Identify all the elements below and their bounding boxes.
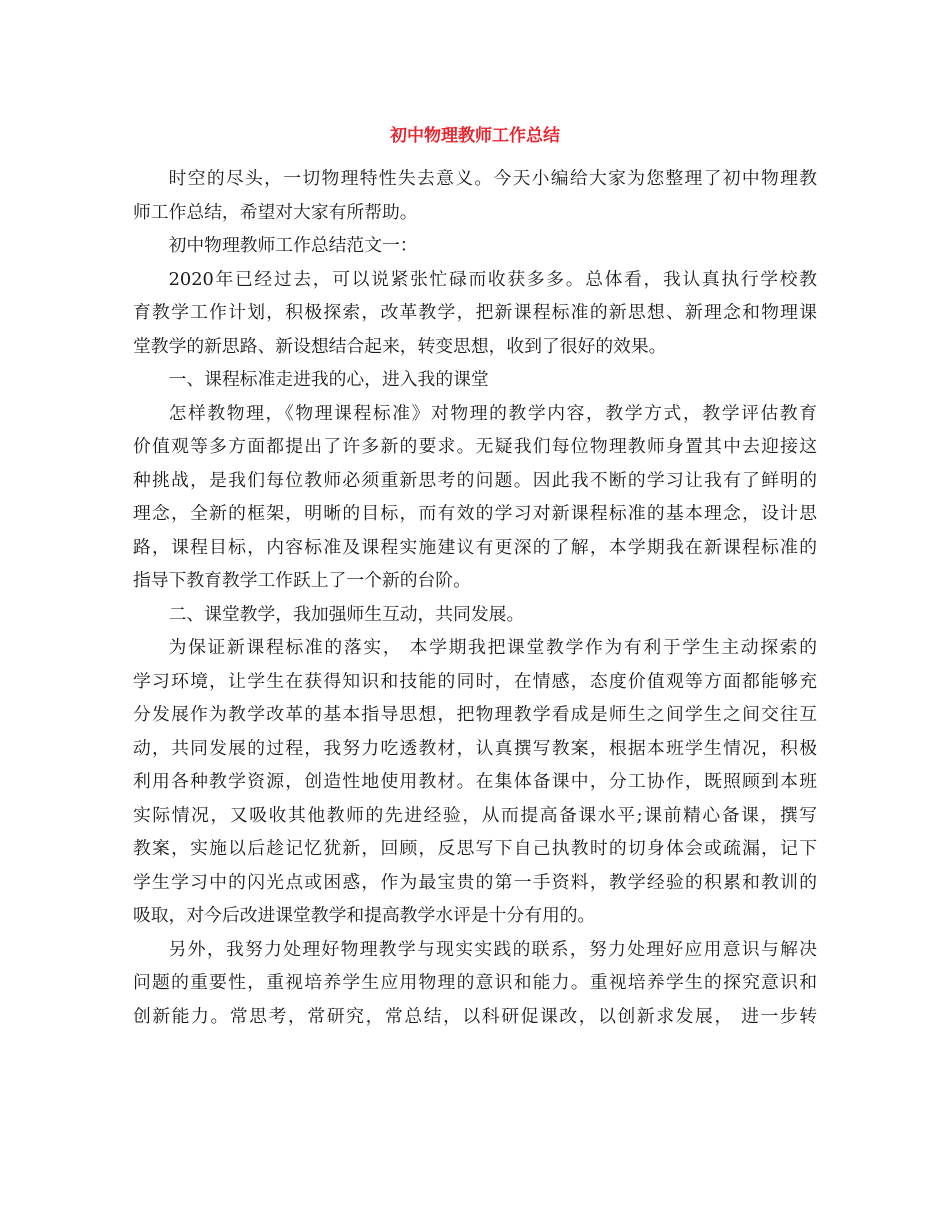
text-line: 学生学习中的闪光点或困惑，作为最宝贵的第一手资料，教学经验的积累和教训的: [133, 871, 817, 893]
document-body: [133, 162, 817, 1033]
text-line: 教案，实施以后趁记忆犹新，回顾，反思写下自己执教时的切身体会或疏漏，记下: [133, 838, 817, 859]
text-line: 吸取，对今后改进课堂教学和提高教学水评是十分有用的。: [133, 905, 596, 926]
text-line: 学习环境，让学生在获得知识和技能的同时，在情感，态度价值观等方面都能够充: [133, 670, 817, 692]
text-line: 为保证新课程标准的落实， 本学期我把课堂教学作为有利于学生主动探索的: [168, 637, 817, 658]
text-line: 分发展作为教学改革的基本指导思想，把物理教学看成是师生之间学生之间交往互: [133, 704, 817, 725]
text-line: 育教学工作计划，积极探索，改革教学，把新课程标准的新思想、新理念和物理课: [133, 302, 817, 323]
text-line: 利用各种教学资源，创造性地使用教材。在集体备课中，分工协作，既照顾到本班: [133, 771, 817, 792]
text-line: 问题的重要性，重视培养学生应用物理的意识和能力。重视培养学生的探究意识和: [133, 972, 817, 993]
text-line: 2020年已经过去，可以说紧张忙碌而收获多多。总体看，我认真执行学校教: [168, 268, 817, 290]
text-line: 另外，我努力处理好物理教学与现实实践的联系，努力处理好应用意识与解决: [168, 938, 817, 960]
text-line: 动，共同发展的过程，我努力吃透教材，认真撰写教案，根据本班学生情况，积极: [133, 737, 817, 759]
text-line: 指导下教育教学工作跃上了一个新的台阶。: [133, 570, 471, 591]
text-line: 路，课程目标，内容标准及课程实施建议有更深的了解，本学期我在新课程标准的: [133, 536, 817, 558]
text-line: 初中物理教师工作总结范文一：: [168, 235, 418, 256]
text-line: 创新能力。常思考，常研究，常总结，以科研促课改，以创新求发展， 进一步转: [133, 1005, 817, 1027]
text-line: 价值观等多方面都提出了许多新的要求。无疑我们每位物理教师身置其中去迎接这: [133, 436, 817, 457]
text-line: 堂教学的新思路、新设想结合起来，转变思想，收到了很好的效果。: [133, 335, 667, 357]
text-line: 种挑战，是我们每位教师必须重新思考的问题。因此我不断的学习让我有了鲜明的: [133, 469, 817, 491]
text-line: 一、课程标准走进我的心，进入我的课堂: [168, 369, 489, 390]
text-line: 实际情况，又吸收其他教师的先进经验，从而提高备课水平;课前精心备课，撰写: [133, 804, 817, 826]
text-line: 二、课堂教学，我加强师生互动，共同发展。: [168, 603, 525, 625]
text-line: 师工作总结，希望对大家有所帮助。: [133, 201, 418, 223]
text-line: 理念，全新的框架，明晰的目标，而有效的学习对新课程标准的基本理念，设计思: [133, 503, 817, 524]
document-title: 初中物理教师工作总结: [390, 126, 560, 146]
text-line: 怎样教物理，《物理课程标准》对物理的教学内容，教学方式，教学评估教育: [168, 402, 817, 424]
text-line: 时空的尽头，一切物理特性失去意义。今天小编给大家为您整理了初中物理教: [168, 168, 817, 189]
